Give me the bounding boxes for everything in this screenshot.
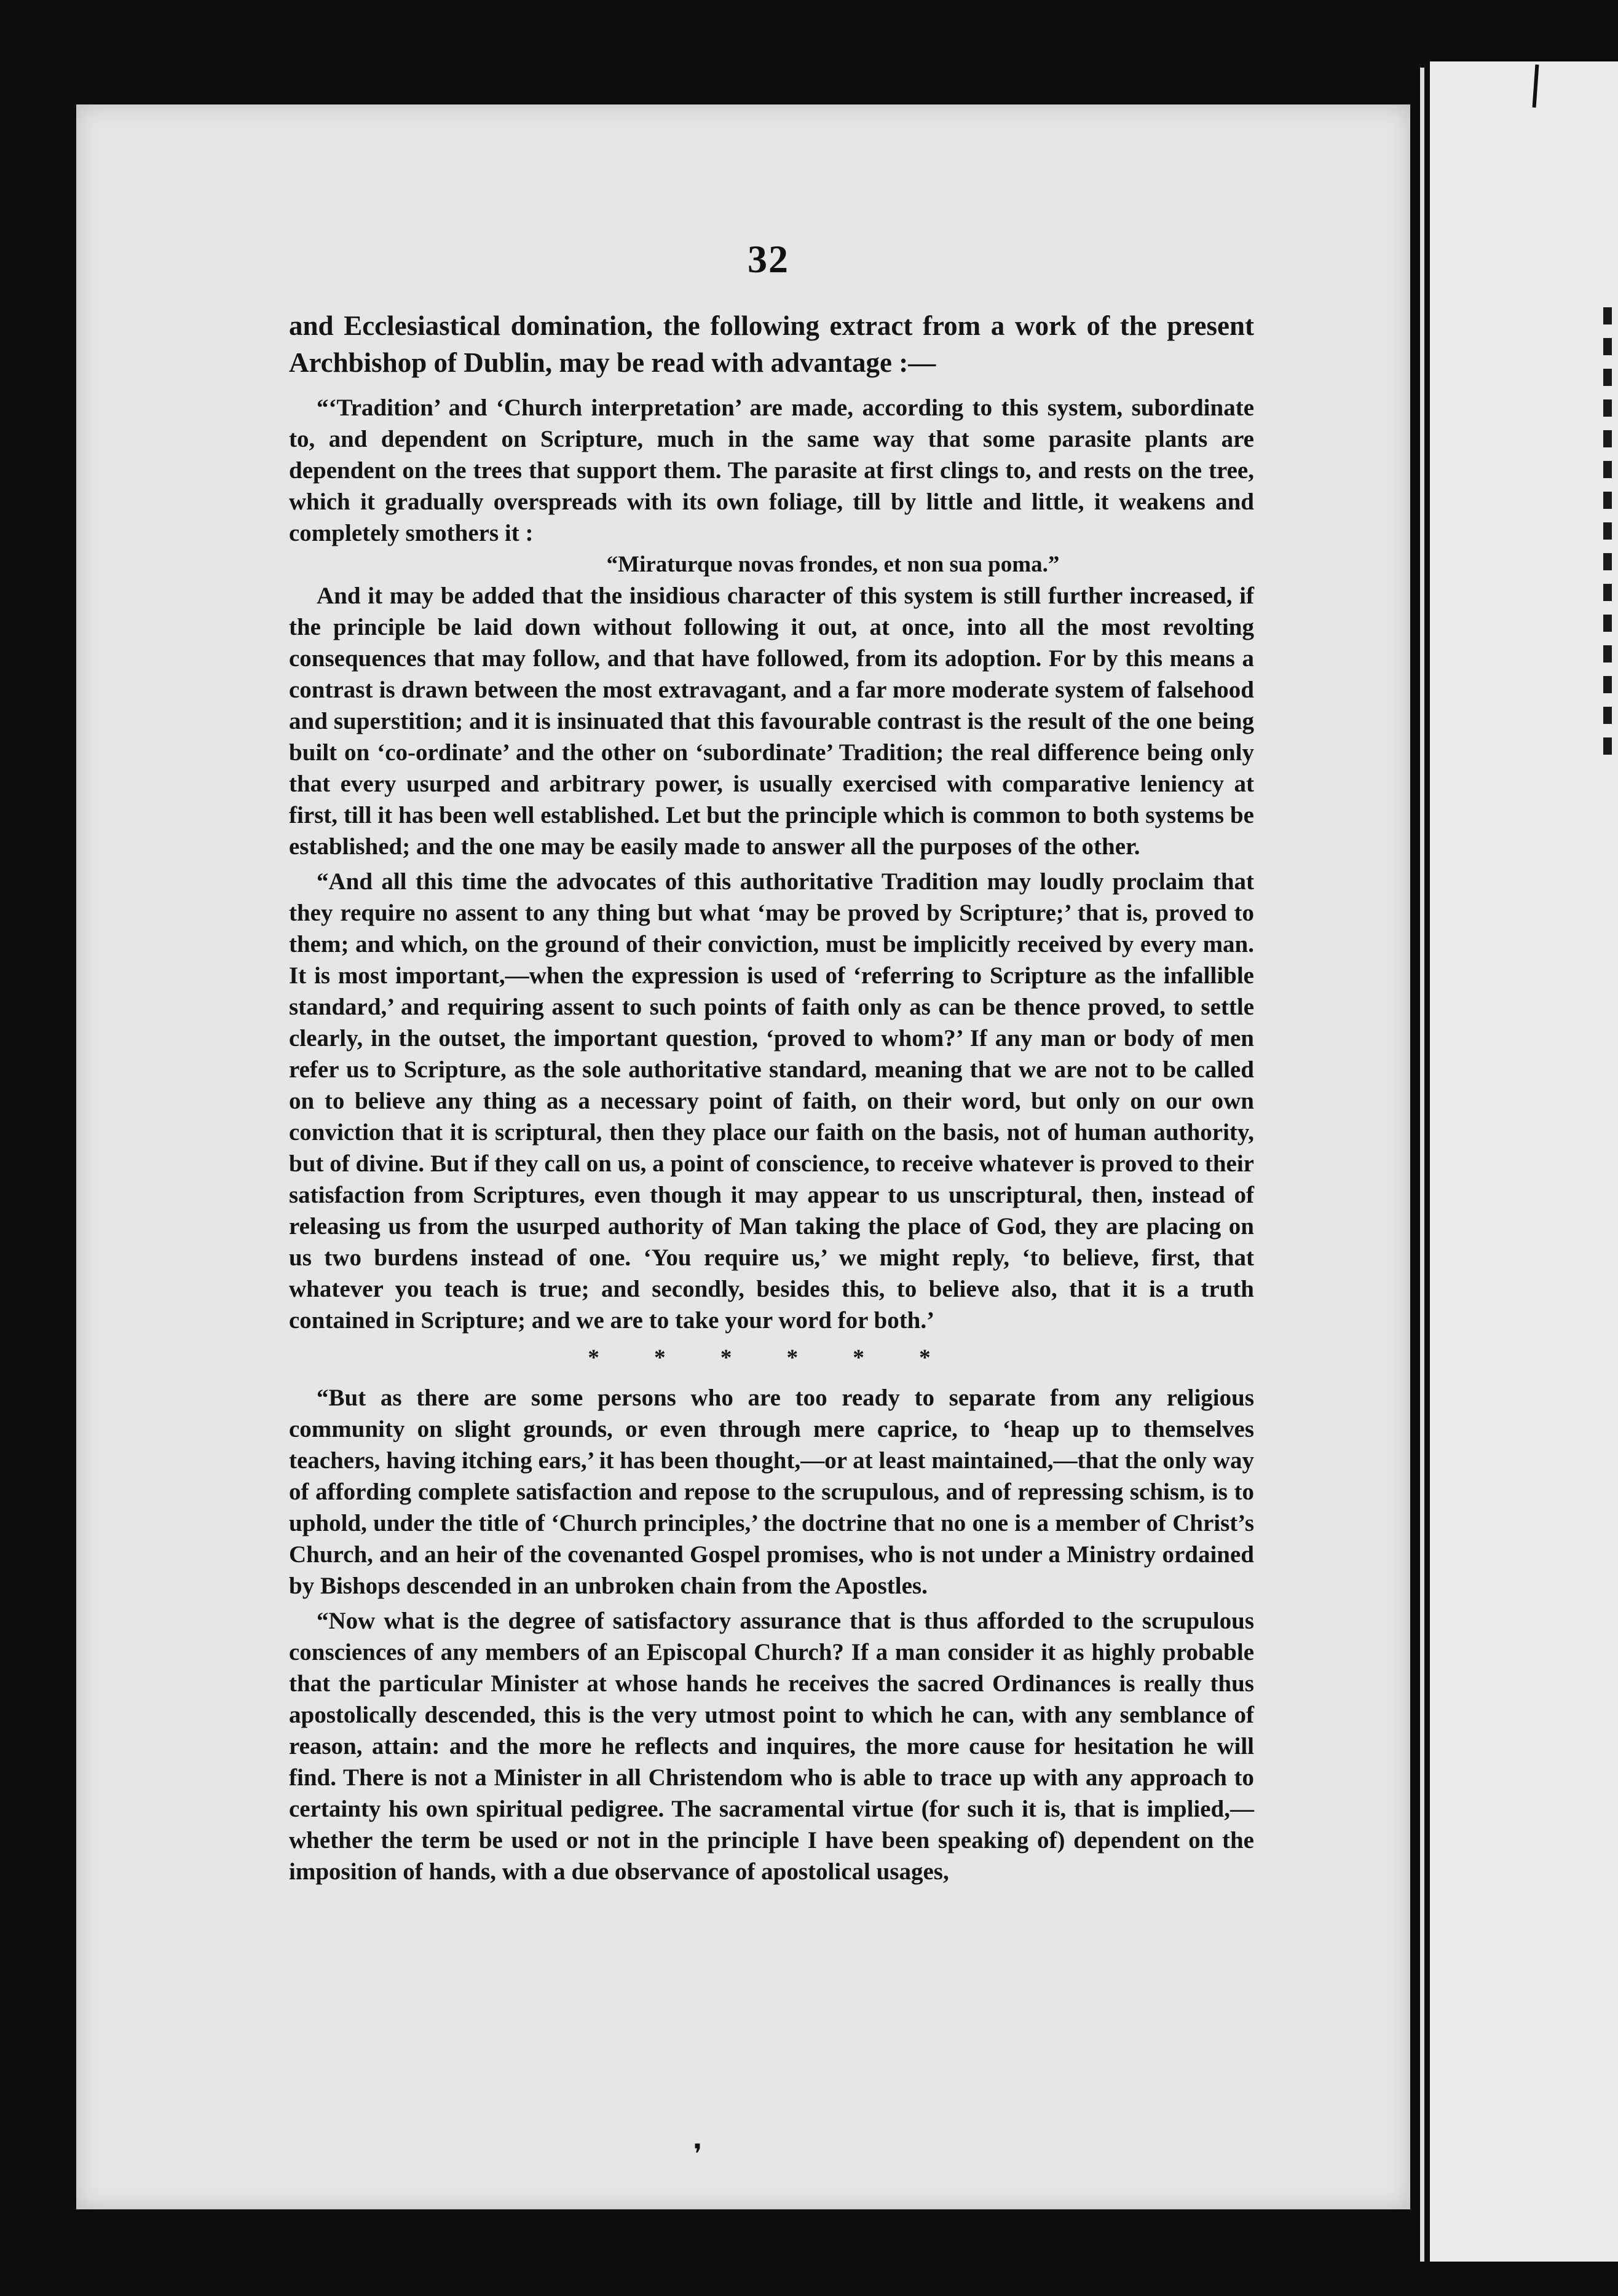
body-text xyxy=(289,307,1254,1887)
quote-paragraph-3: “And all this time the advocates of this authoritative Tradition may loudly proclaim that they require no assent to any thing but what ‘may be proved by Scripture;’ that is, proved to them; and which, on the ground of their conviction, must be implicitly received by every man. It is most important,—when the expression is used of ‘referring to Scripture as the infallible standard,’ and requiring assent to such points of faith only as can be thence proved, to settle clearly, in the outset, the important question, ‘proved to whom?’ If any man or body of men refer us to Scripture, as the sole authoritative standard, meaning that we are not to be called on to believe any thing as a necessary point of faith, on their word, but only on our own conviction that it is scriptural, then they place our faith on the basis, not of human authority, but of divine. But if they call on us, a point of conscience, to receive whatever is proved to their satisfaction from Scriptures, even though it may appear to us unscriptural, then, instead of releasing us from the usurped authority of Man taking the place of God, they are placing on us two burdens instead of one. ‘You require us,’ we might reply, ‘to believe, first, that whatever you teach is true; and secondly, besides this, to believe also, that it is a truth contained in Scripture; and we are to take your word for both.’ xyxy=(289,868,1254,1334)
latin-verse: “Miraturque novas frondes, et non sua poma.” xyxy=(606,552,1060,577)
facing-page-edge xyxy=(1430,61,1618,2262)
page-number: 32 xyxy=(748,237,789,281)
quote-paragraph-2: And it may be added that the insidious character of this system is still further increased, if the principle be laid down without following it out, at once, into all the most revolting consequences that may follow, and that have followed, from its adoption. For by this means a contrast is drawn between the most extravagant, and a far more moderate system of falsehood and superstition; and it is insinuated that this favourable contrast is the result of the one being built on ‘co-ordinate’ and the other on ‘subordinate’ Tradition; the real difference being only that every usurped and arbitrary power, is usually exercised with comparative leniency at first, till it has been well established. Let but the principle which is common to both systems be established; and the one may be easily made to answer all the purposes of the other. xyxy=(289,583,1254,860)
facing-page-text-fragments xyxy=(1591,307,1618,860)
bottom-ink-mark: ❜ xyxy=(693,2139,703,2169)
intro-paragraph: and Ecclesiastical domination, the following extract from a work of the present Archbishop of Dublin, may be read with advantage :— xyxy=(289,310,1254,378)
quote-paragraph-5: “Now what is the degree of satisfactory assurance that is thus afforded to the scrupulous consciences of any members of an Episcopal Church? If a man consider it as highly probable that the particular Minister at whose hands he receives the sacred Ordinances is really thus apostolically descended, this is the very utmost point to which he can, with any semblance of reason, attain: and the more he reflects and inquires, the more cause for hesitation he will find. There is not a Minister in all Christendom who is able to trace up with any approach to certainty his own spiritual pedigree. The sacramental virtue (for such it is, that is implied,—whether the term be used or not in the principle I have been speaking of) dependent on the imposition of hands, with a due observance of apostolical usages, xyxy=(289,1608,1254,1885)
page-gutter xyxy=(1420,68,1424,2262)
section-separator: * * * * * * xyxy=(588,1345,955,1370)
quote-paragraph-4: “But as there are some persons who are too ready to separate from any religious community on slight grounds, or even through mere caprice, to ‘heap up to themselves teachers, having itching ears,’ it has been thought,—or at least maintained,—that the only way of affording complete satisfaction and repose to the scrupulous, and of repressing schism, is to uphold, under the title of ‘Church principles,’ the doctrine that no one is a member of Christ’s Church, and an heir of the covenanted Gospel promises, who is not under a Ministry ordained by Bishops descended in an unbroken chain from the Apostles. xyxy=(289,1385,1254,1599)
quote-paragraph-1: “‘Tradition’ and ‘Church interpretation’ are made, according to this system, subordinate to, and dependent on Scripture, much in the same way that some parasite plants are dependent on the trees that support them. The parasite at first clings to, and rests on the tree, which it gradually overspreads with its own foliage, till by little and little, it weakens and completely smothers it : xyxy=(289,395,1254,546)
